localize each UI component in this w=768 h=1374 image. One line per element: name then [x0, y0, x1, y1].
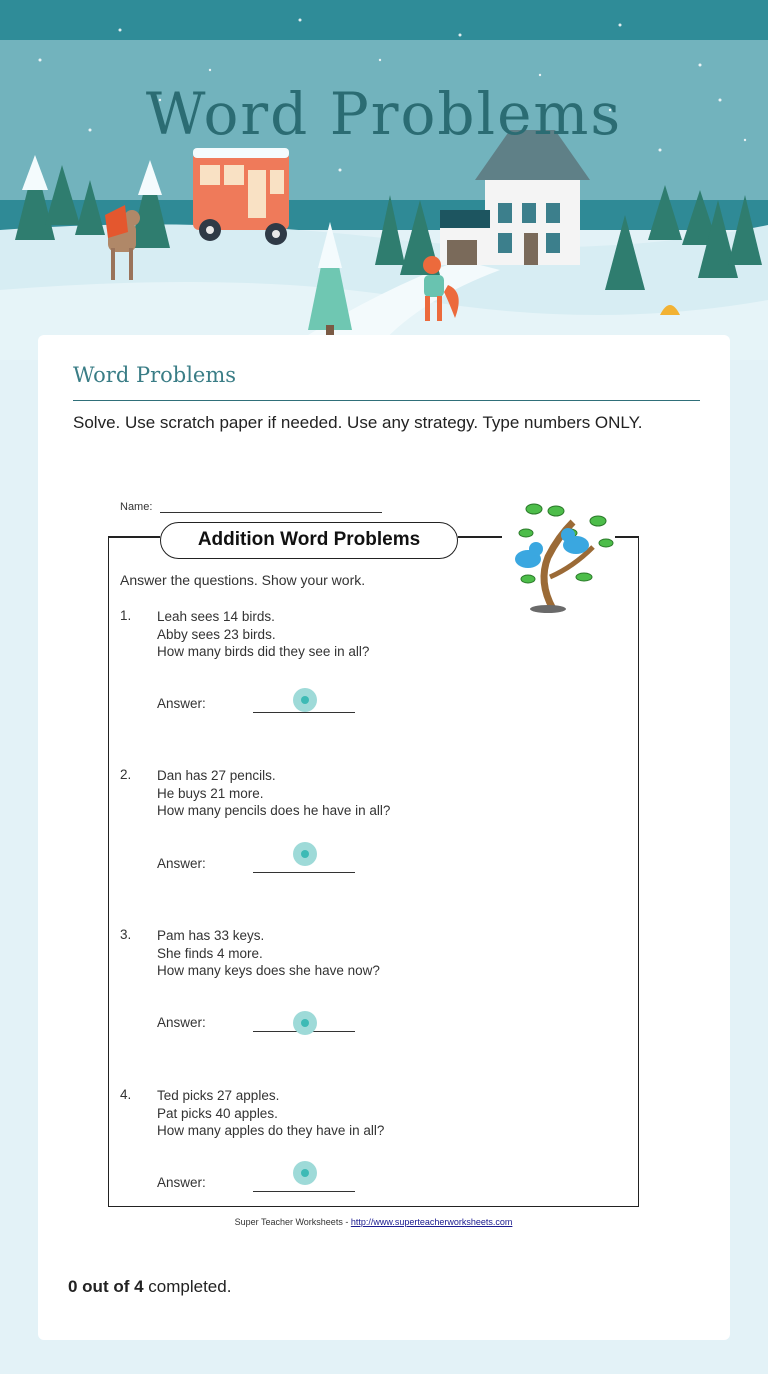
answer-row — [157, 1015, 206, 1030]
instructions-text: Solve. Use scratch paper if needed. Use any strategy. Type numbers ONLY. — [73, 413, 643, 432]
name-line — [160, 512, 382, 513]
answer-input-hotspot-2[interactable] — [293, 842, 317, 866]
problem-number: 2. — [120, 767, 132, 782]
problem-number: 3. — [120, 927, 132, 942]
answer-line — [253, 872, 355, 873]
footer-link[interactable]: http://www.superteacherworksheets.com — [350, 1217, 513, 1227]
answer-label: Answer: — [157, 696, 206, 711]
problem-number: 4. — [120, 1087, 132, 1102]
answer-input-hotspot-1[interactable] — [293, 688, 317, 712]
footer-text: Super Teacher Worksheets - — [234, 1217, 351, 1227]
answer-row — [157, 696, 206, 711]
worksheet-footer — [108, 1217, 639, 1227]
banner — [0, 0, 768, 360]
answer-line — [253, 1191, 355, 1192]
problem-line: How many keys does she have now? — [157, 963, 380, 978]
problem-line: How many pencils does he have in all? — [157, 803, 391, 818]
banner-title: Word Problems — [145, 80, 623, 148]
problem-line: Leah sees 14 birds. — [157, 609, 275, 624]
answer-input-hotspot-3[interactable] — [293, 1011, 317, 1035]
problem-line: Pat picks 40 apples. — [157, 1105, 278, 1121]
answer-input-hotspot-4[interactable] — [293, 1161, 317, 1185]
problem-line: She finds 4 more. — [157, 945, 263, 961]
worksheet-instructions: Answer the questions. Show your work. — [120, 572, 366, 588]
heading-divider — [73, 400, 700, 401]
problem-line: Abby sees 23 birds. — [157, 626, 276, 642]
problem-number: 1. — [120, 608, 132, 623]
problem-line: Ted picks 27 apples. — [157, 1088, 280, 1103]
answer-line — [253, 712, 355, 713]
problem-line: How many apples do they have in all? — [157, 1123, 385, 1138]
progress-count: 0 out of 4 — [68, 1277, 144, 1296]
birds-on-tree-icon — [498, 497, 616, 615]
answer-row — [157, 856, 206, 871]
progress-suffix: completed. — [143, 1277, 232, 1296]
winter-scene-illustration — [0, 0, 768, 360]
worksheet-image — [108, 495, 648, 1235]
answer-label: Answer: — [157, 1015, 206, 1030]
card-heading: Word Problems — [73, 363, 237, 387]
problem-line: Pam has 33 keys. — [157, 928, 265, 943]
name-label: Name: — [120, 501, 153, 513]
progress-status — [68, 1277, 231, 1297]
worksheet-card — [38, 335, 730, 1340]
answer-label: Answer: — [157, 1175, 206, 1190]
answer-row — [157, 1175, 206, 1190]
worksheet-title: Addition Word Problems — [160, 522, 458, 559]
problem-line: He buys 21 more. — [157, 785, 264, 801]
answer-label: Answer: — [157, 856, 206, 871]
problem-line: How many birds did they see in all? — [157, 644, 370, 659]
problem-line: Dan has 27 pencils. — [157, 768, 276, 783]
